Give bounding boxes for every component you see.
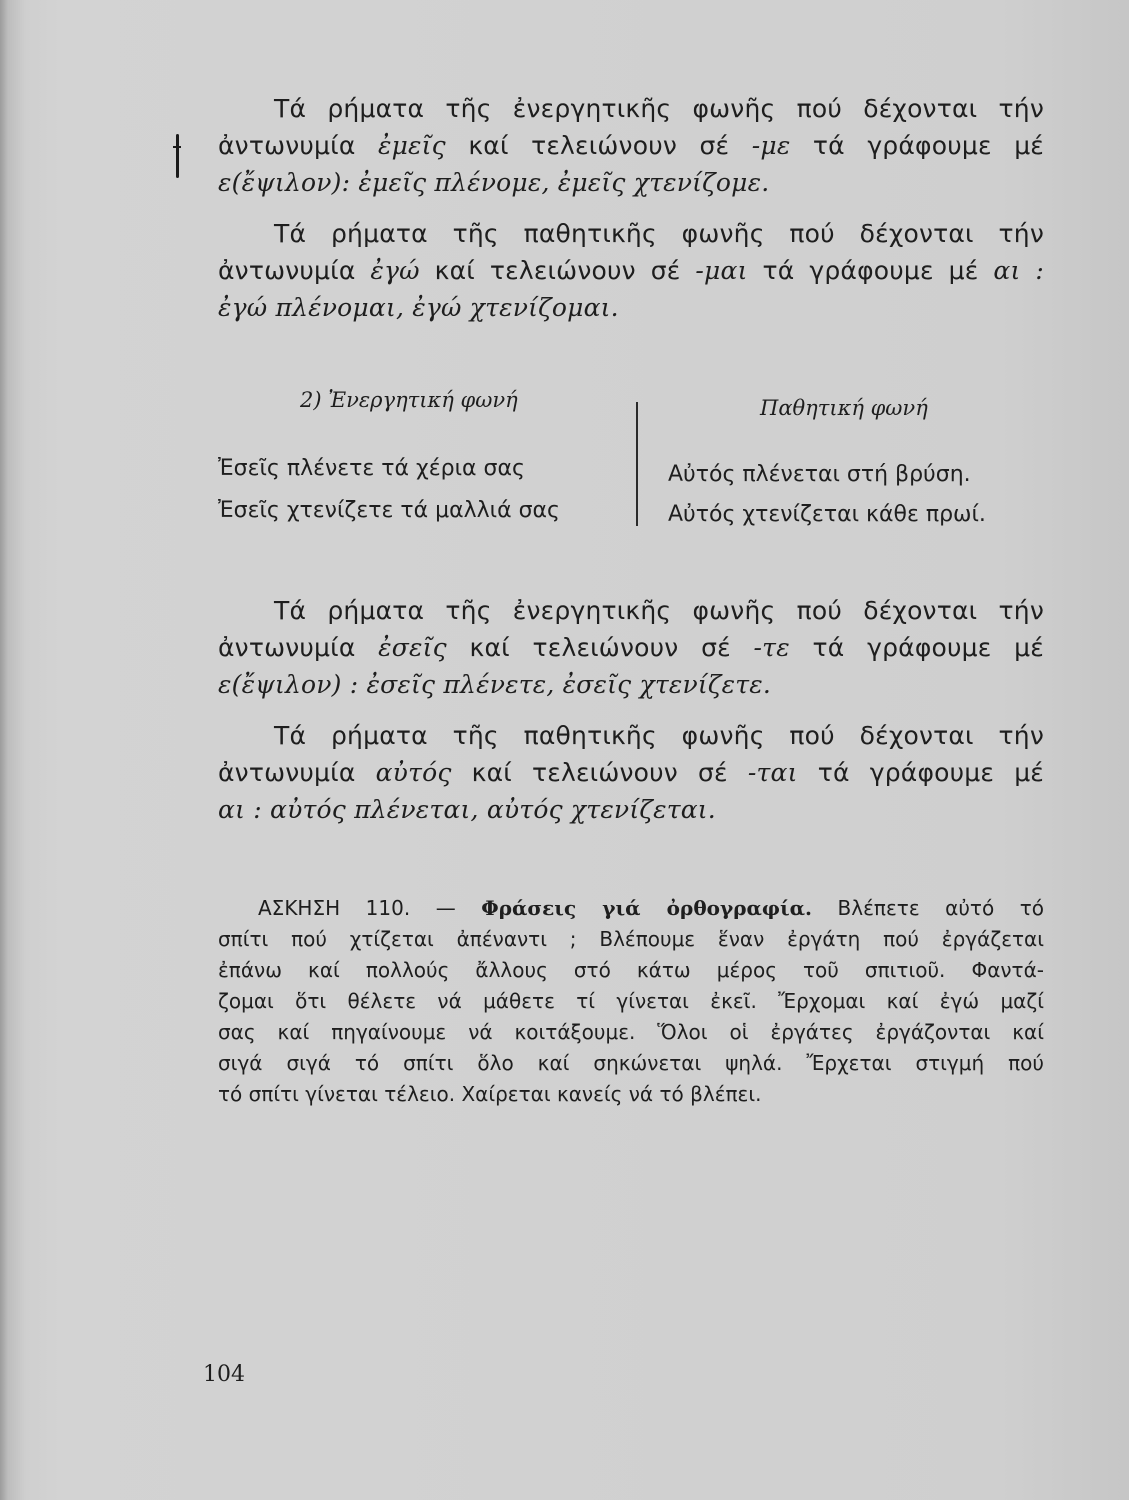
page-number: 104 (203, 1362, 245, 1387)
exercise-line: ζομαι ὅτι θέλετε νά μάθετε τί γίνεται ἐκεῖ. Ἔρχομαι καί ἐγώ μαζί (218, 989, 1044, 1013)
paragraph-active-eseis (218, 592, 1044, 703)
exercise-110 (218, 893, 1044, 1110)
paragraph-line: ἀντωνυμία αὐτός καί τελειώνουν σέ -ται τά γράφουμε μέ (218, 758, 1045, 787)
table-cell: Αὐτός πλένεται στή βρύση. (668, 462, 971, 487)
paragraph-line: Τά ρήματα τῆς ἐνεργητικῆς φωνῆς πού δέχονται τήν (274, 596, 1044, 625)
paragraph-line: ε(ἔψιλον) : ἐσεῖς πλένετε, ἐσεῖς χτενίζετε. (218, 670, 772, 699)
paragraph-line: ἀντωνυμία ἐμεῖς καί τελειώνουν σέ -με τά γράφουμε μέ (218, 131, 1045, 160)
exercise-line: ἐπάνω καί πολλούς ἄλλους στό κάτω μέρος τοῦ σπιτιοῦ. Φαντά- (218, 958, 1044, 982)
paragraph-passive-ego (218, 215, 1044, 326)
margin-pencil-mark (176, 134, 179, 178)
exercise-line: τό σπίτι γίνεται τέλειο. Χαίρεται κανείς νά τό βλέπει. (218, 1082, 762, 1106)
exercise-line: ΑΣΚΗΣΗ 110. — Φράσεις γιά ὀρθογραφία. Βλέπετε αὐτό τό (258, 896, 1044, 920)
right-column-heading: Παθητική φωνή (760, 396, 928, 420)
table-cell: Ἐσεῖς πλένετε τά χέρια σας (218, 456, 525, 481)
paragraph-line: αι : αὐτός πλένεται, αὐτός χτενίζεται. (218, 795, 716, 824)
paragraph-line: ἀντωνυμία ἐγώ καί τελειώνουν σέ -μαι τά γράφουμε μέ αι : (218, 256, 1044, 285)
exercise-line: σπίτι πού χτίζεται ἀπέναντι ; Βλέπουμε ἕναν ἐργάτη πού ἐργάζεται (218, 927, 1044, 951)
paragraph-line: ἀντωνυμία ἐσεῖς καί τελειώνουν σέ -τε τά γράφουμε μέ (218, 633, 1044, 662)
paragraph-line: Τά ρήματα τῆς ἐνεργητικῆς φωνῆς πού δέχονται τήν (274, 94, 1044, 123)
exercise-line: σας καί πηγαίνουμε νά κοιτάξουμε. Ὅλοι οἱ ἐργάτες ἐργάζονται καί (218, 1020, 1044, 1044)
table-divider (636, 402, 638, 526)
paragraph-line: Τά ρήματα τῆς παθητικῆς φωνῆς πού δέχονται τήν (274, 219, 1044, 248)
table-cell: Αὐτός χτενίζεται κάθε πρωί. (668, 502, 986, 527)
table-cell: Ἐσεῖς χτενίζετε τά μαλλιά σας (218, 498, 560, 523)
left-column-heading: 2) Ἐνεργητική φωνή (300, 388, 518, 412)
paragraph-passive-autos (218, 717, 1044, 828)
exercise-line: σιγά σιγά τό σπίτι ὅλο καί σηκώνεται ψηλά. Ἔρχεται στιγμή πού (218, 1051, 1044, 1075)
paragraph-line: Τά ρήματα τῆς παθητικῆς φωνῆς πού δέχονται τήν (274, 721, 1044, 750)
paragraph-active-emeis (218, 90, 1044, 201)
paragraph-line: ἐγώ πλένομαι, ἐγώ χτενίζομαι. (218, 293, 619, 322)
paragraph-line: ε(ἔψιλον): ἐμεῖς πλένομε, ἐμεῖς χτενίζομε. (218, 168, 770, 197)
